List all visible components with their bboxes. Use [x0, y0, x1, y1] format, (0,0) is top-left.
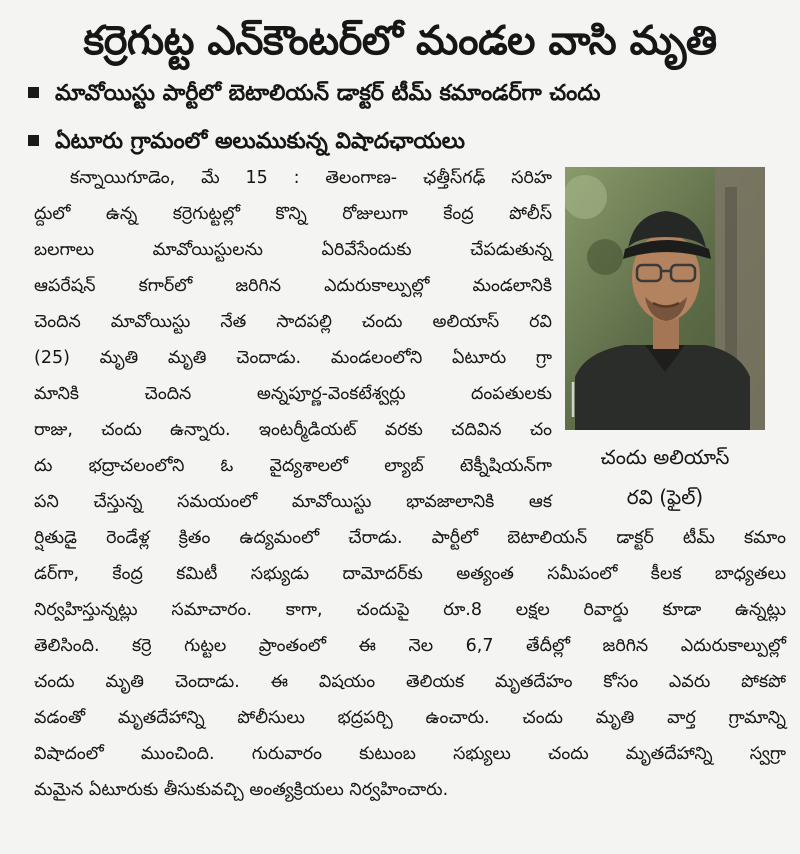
subheading-1: [28, 74, 788, 114]
photo-caption-line1: చందు అలియాస్: [600, 445, 730, 469]
body-line: ఆపరేషన్ కగార్‌లో జరిగిన ఎదురుకాల్పుల్లో మండలానికి: [34, 276, 552, 296]
body-line: ద్దులో ఉన్న కర్రెగుట్టల్లో కొన్ని రోజులుగా కేంద్ర పోలీస్: [34, 204, 552, 224]
photo-caption-line2: రవి (ఫైల్): [626, 485, 704, 509]
body-line: విషాదంలో ముంచింది. గురువారం కుటుంబ సభ్యులు చందు మృతదేహాన్ని స్వగ్రా: [34, 744, 786, 764]
portrait-photo: [565, 167, 765, 430]
body-line: తెలిసింది. కర్రె గుట్టల ప్రాంతంలో ఈ నెల 6,7 తేదీల్లో జరిగిన ఎదురుకాల్పుల్లో: [34, 636, 786, 656]
body-line: చందు మృతి చెందాడు. ఈ విషయం తెలియక మృతదేహం కోసం ఎవరు పోకపో: [34, 672, 786, 692]
article-headline: కర్రెగుట్ట ఎన్‌కౌంటర్‌లో మండల వాసి మృతి: [83, 18, 717, 64]
body-line: మమైన ఏటూరుకు తీసుకువచ్చి అంత్యక్రియలు నిర్వహించారు.: [34, 780, 449, 800]
body-line: మానికి చెందిన అన్నపూర్ణ-వెంకటేశ్వర్లు దంపతులకు: [34, 384, 552, 404]
subheading-2-text: ఏటూరు గ్రామంలో అలుముకున్న విషాదఛాయలు: [55, 129, 466, 154]
bullet-square-icon: [28, 135, 39, 146]
body-line: నిర్వహిస్తున్నట్లు సమాచారం. కాగా, చందుపై రూ.8 లక్షల రివార్డు కూడా ఉన్నట్లు: [34, 600, 786, 620]
body-line: (25) మృతి మృతి చెందాడు. మండలంలోని ఏటూరు గ్రా: [34, 348, 552, 368]
body-line: ర్షితుడై రెండేళ్ల క్రితం ఉద్యమంలో చేరాడు. పార్టీలో బెటాలియన్ డాక్టర్ టీమ్ కమాం: [34, 528, 786, 548]
body-line: బలగాలు మావోయిస్టులను ఏరివేసేందుకు చేపడుతున్న: [34, 240, 552, 260]
body-line: డర్‌గా, కేంద్ర కమిటీ సభ్యుడు దామోదర్‌కు అత్యంత సమీపంలో కీలక బాధ్యతలు: [34, 564, 786, 584]
body-line: రాజు, చందు ఉన్నారు. ఇంటర్మీడియట్ వరకు చదివిన చం: [34, 420, 552, 440]
body-line: వడంతో మృతదేహాన్ని పోలీసులు భద్రపర్చి ఉంచారు. చందు మృతి వార్త గ్రామాన్ని: [34, 708, 786, 728]
body-line: పని చేస్తున్న సమయంలో మావోయిస్టు భావజాలానికి ఆక: [34, 492, 552, 512]
body-line: దు భద్రాచలంలోని ఓ వైద్యశాలలో ల్యాబ్ టెక్నీషియన్‌గా: [34, 456, 552, 476]
body-line: కన్నాయిగూడెం, మే 15 : తెలంగాణ- ఛత్తీస్‌గఢ్ సరిహ: [70, 168, 552, 188]
bullet-square-icon: [28, 87, 39, 98]
body-line: చెందిన మావోయిస్టు నేత సాదపల్లి చందు అలియాస్ రవి: [34, 312, 552, 332]
subheading-1-text: మావోయిస్టు పార్టీలో బెటాలియన్ డాక్టర్ టీమ్ కమాండర్‌గా చందు: [55, 81, 601, 106]
subheading-2: [28, 122, 788, 162]
